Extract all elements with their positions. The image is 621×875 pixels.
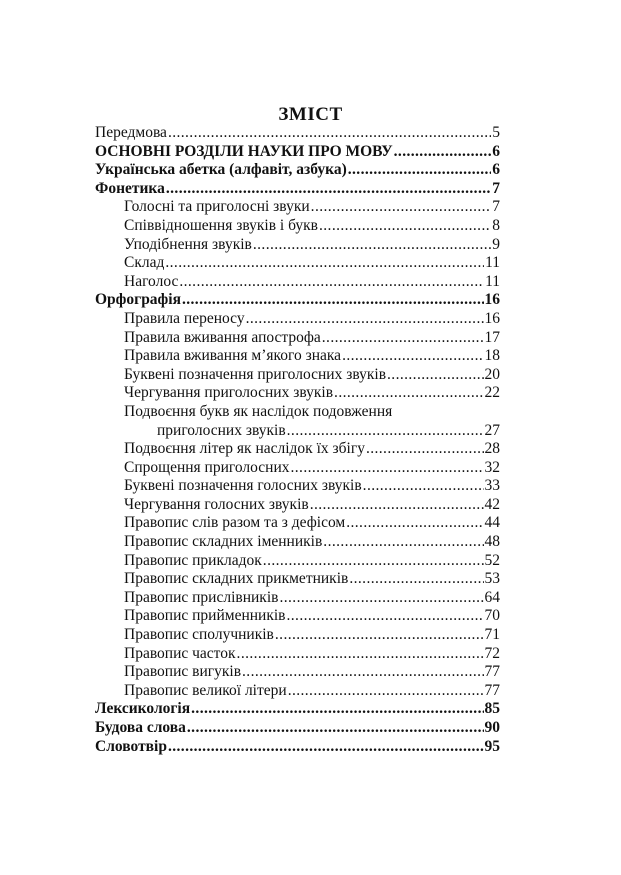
dot-leader (242, 663, 483, 682)
page-title: ЗМІСТ (278, 104, 343, 125)
toc-entry-sounds-letters[interactable] (95, 217, 500, 236)
toc-page-number: 77 (484, 681, 500, 699)
dot-leader (349, 570, 483, 589)
toc-page-number: 18 (484, 347, 500, 365)
toc-page-number: 22 (484, 384, 500, 402)
dot-leader (168, 738, 484, 757)
toc-page-number: 8 (492, 216, 500, 234)
toc-entry-label: Правила вживання м’якого знака (124, 347, 342, 365)
toc-entry-orthography[interactable] (95, 291, 500, 310)
dot-leader (310, 496, 484, 515)
toc-page-number: 20 (484, 365, 500, 383)
toc-entry-assimilation[interactable] (95, 236, 500, 255)
toc-entry-label: приголосних звуків (157, 421, 286, 439)
toc-entry-label: Правила переносу (124, 309, 245, 327)
toc-page-number: 11 (485, 272, 500, 290)
toc-page-number: 85 (484, 700, 500, 718)
toc-entry-label: Правопис великої літери (124, 681, 287, 699)
toc-page-number: 42 (484, 495, 500, 513)
toc-page-number: 70 (484, 607, 500, 625)
toc-page-number: 6 (492, 142, 500, 160)
toc-entry-label: Правопис прийменників (124, 607, 286, 625)
dot-leader (322, 329, 484, 348)
toc-entry-vowel-letters[interactable] (95, 477, 500, 496)
toc-entry-hyphenation[interactable] (95, 310, 500, 329)
toc-page-number: 95 (484, 737, 500, 755)
toc-entry-interjections[interactable] (95, 663, 500, 682)
toc-page-number: 5 (492, 124, 500, 141)
toc-entry-label: Співвідношення звуків і букв (124, 216, 318, 234)
toc-entry-label: Буквені позначення приголосних звуків (124, 365, 387, 383)
toc-entry-appositions[interactable] (95, 552, 500, 571)
toc-entry-label: Орфографія (95, 291, 181, 309)
toc-page-number: 77 (484, 663, 500, 681)
toc-entry-label: Уподібнення звуків (124, 235, 252, 253)
toc-entry-label: Правопис часток (124, 644, 236, 662)
dot-leader (246, 310, 484, 329)
toc-entry-label: Голосні та приголосні звуки (124, 198, 310, 216)
toc-entry-label: Лексикологія (95, 700, 191, 718)
toc-entry-particles[interactable] (95, 645, 500, 664)
dot-leader (319, 217, 491, 236)
toc-page-number: 17 (484, 328, 500, 346)
toc-entry-prepositions[interactable] (95, 607, 500, 626)
toc-entry-label: Правопис складних прикметників (124, 570, 349, 588)
dot-leader (288, 682, 484, 701)
toc-entry-label: Правопис слів разом та з дефісом (124, 514, 346, 532)
dot-leader (311, 198, 492, 217)
dot-leader (363, 477, 484, 496)
toc-entry-label: Правопис прикладок (124, 551, 262, 569)
toc-entry-syllable[interactable] (95, 254, 500, 273)
toc-entry-foreword[interactable] (95, 124, 500, 143)
toc-page-number: 16 (484, 291, 500, 309)
toc-entry-adverbs[interactable] (95, 589, 500, 608)
toc-page-number: 71 (484, 626, 500, 644)
toc-page-number: 7 (492, 198, 500, 216)
dot-leader (342, 347, 483, 366)
dot-leader (168, 124, 491, 143)
toc-entry-label: Українська абетка (алфавіт, азбука) (95, 161, 347, 179)
toc-entry-label: Фонетика (95, 179, 165, 197)
toc-entry-compound-nouns[interactable] (95, 533, 500, 552)
toc-page-number: 44 (484, 514, 500, 532)
toc-entry-label: Правопис вигуків (124, 663, 242, 681)
toc-entry-doubling-lengthening[interactable] (95, 422, 500, 441)
toc-entry-label: Правопис складних іменників (124, 533, 323, 551)
toc-page-number: 7 (492, 179, 500, 197)
table-of-contents (95, 124, 500, 756)
toc-entry-word-formation[interactable] (95, 738, 500, 757)
toc-entry-capital-letter[interactable] (95, 682, 500, 701)
toc-entry-lexicology[interactable] (95, 700, 500, 719)
toc-entry-label: Чергування голосних звуків (124, 495, 309, 513)
toc-page-number: 52 (484, 551, 500, 569)
toc-entry-main-sections[interactable] (95, 143, 500, 162)
toc-entry-label: Будова слова (95, 719, 186, 736)
toc-entry-alphabet[interactable] (95, 161, 500, 180)
toc-entry-label: Правопис прислівників (124, 588, 279, 606)
toc-page-number: 53 (484, 570, 500, 588)
toc-entry-phonetics[interactable] (95, 180, 500, 199)
toc-page-number: 6 (492, 161, 500, 179)
dot-leader (253, 236, 491, 255)
toc-entry-label: Подвоєння літер як наслідок їх збігу (124, 440, 365, 458)
dot-leader (287, 607, 484, 626)
dot-leader (263, 552, 484, 571)
toc-entry-soft-sign[interactable] (95, 347, 500, 366)
dot-leader (182, 291, 484, 310)
toc-page-number: 16 (484, 309, 500, 327)
dot-leader (165, 254, 484, 273)
toc-entry-stress[interactable] (95, 273, 500, 292)
toc-page-number: 90 (484, 719, 500, 736)
dot-leader (387, 366, 483, 385)
toc-page-number: 11 (485, 254, 500, 272)
toc-entry-consonant-alternation[interactable] (95, 384, 500, 403)
dot-leader (179, 273, 484, 292)
toc-entry-vowels-consonants[interactable] (95, 198, 500, 217)
dot-leader (346, 514, 483, 533)
toc-entry-label: Спрощення приголосних (124, 458, 290, 476)
dot-leader (287, 422, 484, 441)
toc-entry-doubling-merging[interactable] (95, 440, 500, 459)
dot-leader (291, 459, 484, 478)
toc-entry-label: Правила вживання апострофа (124, 328, 321, 346)
toc-entry-label: Склад (124, 254, 165, 272)
toc-page-number: 48 (484, 533, 500, 551)
dot-leader (275, 626, 484, 645)
toc-page-number: 64 (484, 588, 500, 606)
dot-leader (279, 589, 483, 608)
dot-leader (348, 161, 492, 180)
toc-page-number: 9 (492, 235, 500, 253)
toc-entry-consonant-letters[interactable] (95, 366, 500, 385)
dot-leader (166, 180, 491, 199)
toc-entry-label: Буквені позначення голосних звуків (124, 477, 362, 495)
dot-leader (366, 440, 484, 459)
toc-entry-apostrophe[interactable] (95, 329, 500, 348)
toc-entry-label-line1[interactable]: Подвоєння букв як наслідок подовження (124, 402, 393, 420)
dot-leader (334, 384, 483, 403)
toc-entry-vowel-alternation[interactable] (95, 496, 500, 515)
toc-entry-word-structure[interactable] (95, 719, 500, 738)
toc-entry-label: Чергування приголосних звуків (124, 384, 334, 402)
toc-entry-label: ОСНОВНІ РОЗДІЛИ НАУКИ ПРО МОВУ (95, 142, 393, 160)
dot-leader (394, 143, 492, 162)
toc-entry-compound-adjectives[interactable] (95, 570, 500, 589)
toc-entry-simplification[interactable] (95, 459, 500, 478)
dot-leader (187, 719, 484, 738)
toc-page-number: 28 (484, 440, 500, 458)
toc-page-number: 33 (484, 477, 500, 495)
toc-page-number: 27 (484, 421, 500, 439)
dot-leader (323, 533, 483, 552)
dot-leader (191, 700, 483, 719)
toc-entry-label: Правопис сполучників (124, 626, 274, 644)
dot-leader (237, 645, 484, 664)
toc-page-number: 32 (484, 458, 500, 476)
toc-entry-label: Словотвір (95, 737, 167, 755)
toc-entry-label: Передмова (95, 124, 167, 141)
toc-entry-conjunctions[interactable] (95, 626, 500, 645)
toc-page-number: 72 (484, 644, 500, 662)
toc-entry-label: Наголос (124, 272, 179, 290)
toc-entry-compound-spelling[interactable] (95, 514, 500, 533)
